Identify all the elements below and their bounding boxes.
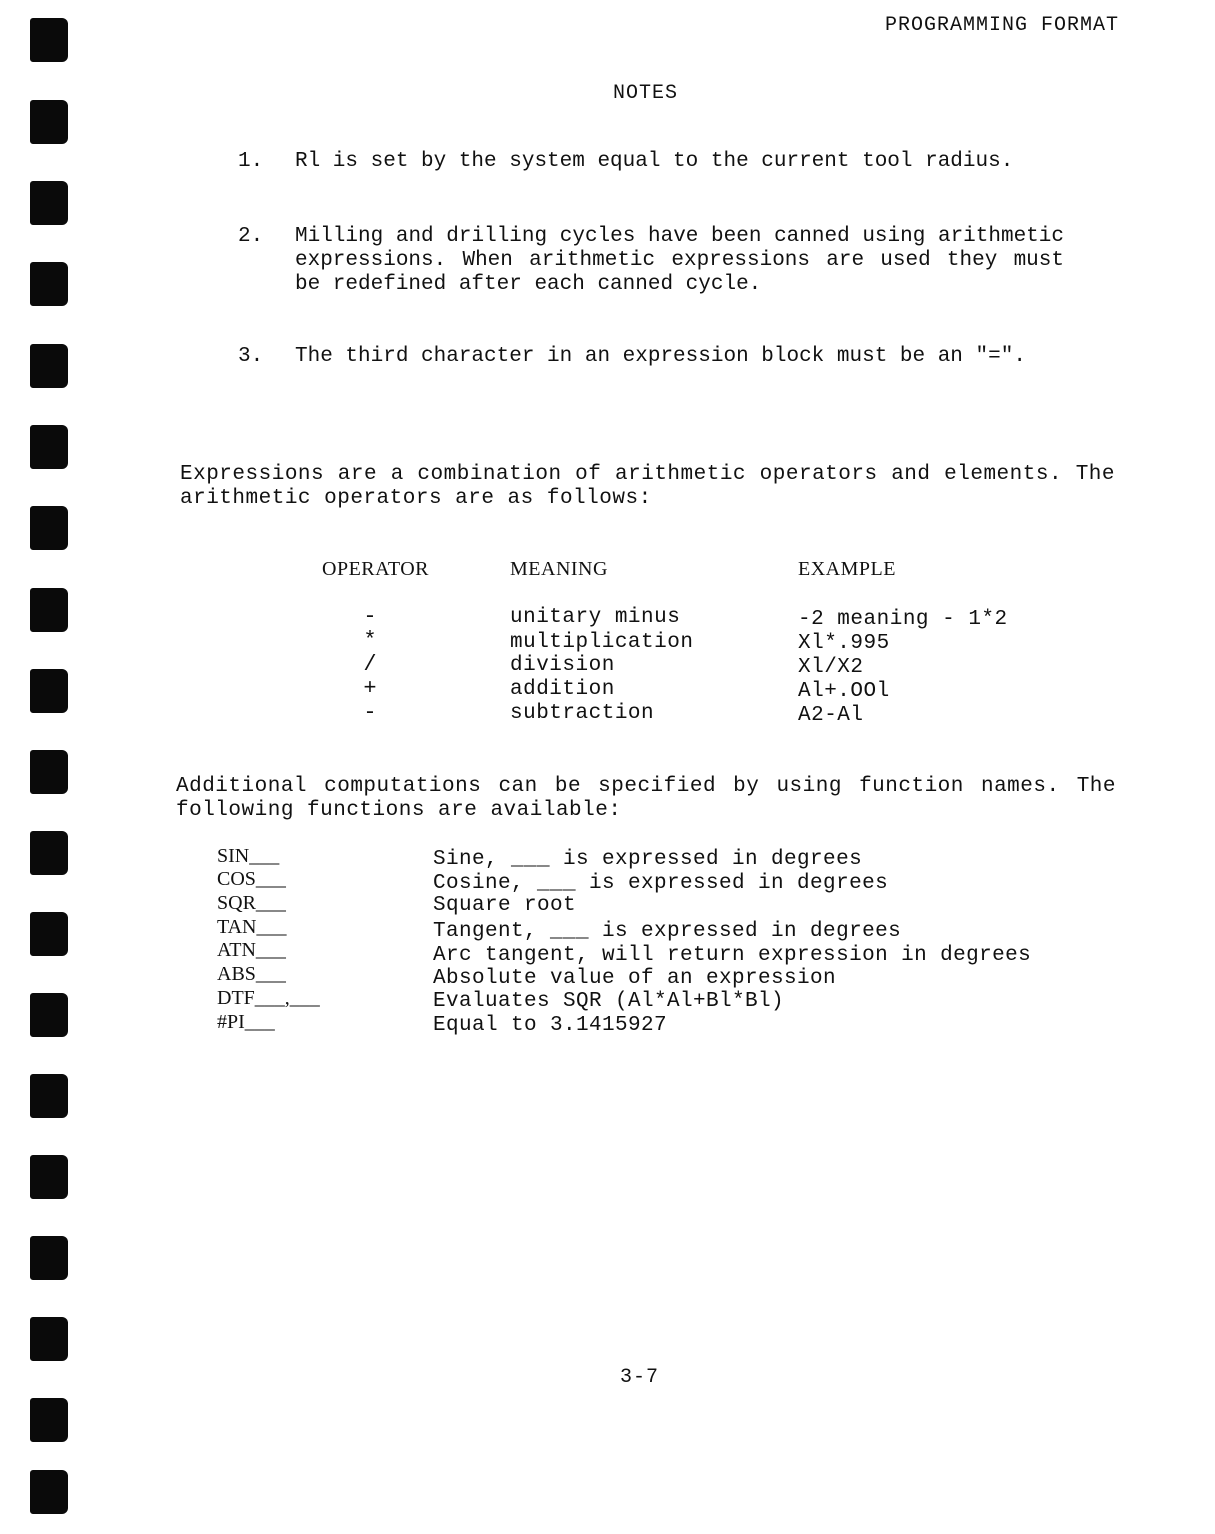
note-number: 1. bbox=[238, 150, 264, 173]
function-description: Sine, ___ is expressed in degrees bbox=[433, 848, 863, 871]
operator-example: -2 meaning - 1*2 bbox=[798, 608, 1008, 631]
binding-hole bbox=[30, 100, 68, 144]
function-description: Cosine, ___ is expressed in degrees bbox=[433, 872, 889, 895]
binding-hole bbox=[30, 262, 68, 306]
binding-hole bbox=[30, 831, 68, 875]
function-description: Tangent, ___ is expressed in degrees bbox=[433, 920, 902, 943]
binding-hole bbox=[30, 669, 68, 713]
operator-example: A2-Al bbox=[798, 704, 864, 727]
binding-hole bbox=[30, 181, 68, 225]
operator-example: Xl*.995 bbox=[798, 632, 890, 655]
operator-symbol: / bbox=[363, 652, 377, 677]
binding-hole bbox=[30, 1317, 68, 1361]
binding-hole bbox=[30, 1074, 68, 1118]
function-name: TAN___ bbox=[217, 916, 287, 938]
note-item bbox=[238, 225, 1064, 297]
expressions-paragraph: Expressions are a combination of arithmetic operators and elements. The arithmetic operators are as follows: bbox=[180, 463, 1115, 510]
function-name: ABS___ bbox=[217, 963, 286, 985]
function-description: Equal to 3.1415927 bbox=[433, 1014, 668, 1037]
operator-meaning: division bbox=[510, 654, 615, 677]
binding-holes bbox=[0, 0, 80, 1534]
function-name: COS___ bbox=[217, 868, 286, 890]
function-name: SIN___ bbox=[217, 845, 280, 867]
function-name: #PI___ bbox=[217, 1011, 275, 1033]
function-name: ATN___ bbox=[217, 939, 286, 961]
function-description: Square root bbox=[433, 894, 577, 917]
meaning-column-header: MEANING bbox=[510, 558, 608, 580]
binding-hole bbox=[30, 1470, 68, 1514]
binding-hole bbox=[30, 425, 68, 469]
binding-hole bbox=[30, 588, 68, 632]
operator-meaning: addition bbox=[510, 678, 615, 701]
function-name: DTF___,___ bbox=[217, 987, 320, 1009]
binding-hole bbox=[30, 1398, 68, 1442]
binding-hole bbox=[30, 912, 68, 956]
operator-meaning: multiplication bbox=[510, 631, 694, 654]
function-description: Arc tangent, will return expression in degrees bbox=[433, 944, 1032, 967]
binding-hole bbox=[30, 506, 68, 550]
binding-hole bbox=[30, 993, 68, 1037]
page-number: 3-7 bbox=[620, 1366, 660, 1389]
binding-hole bbox=[30, 1236, 68, 1280]
notes-heading: NOTES bbox=[613, 82, 679, 105]
function-name: SQR___ bbox=[217, 892, 286, 914]
operator-example: Al+.OOl bbox=[798, 680, 890, 703]
function-description: Absolute value of an expression bbox=[433, 967, 837, 990]
operator-symbol: - bbox=[363, 700, 377, 725]
operator-symbol: - bbox=[363, 604, 377, 629]
operator-symbol: * bbox=[363, 628, 377, 653]
operator-symbol: + bbox=[363, 676, 377, 701]
note-number: 3. bbox=[238, 345, 264, 368]
operator-example: Xl/X2 bbox=[798, 656, 864, 679]
note-text: The third character in an expression block must be an "=". bbox=[295, 345, 1026, 368]
note-text: Rl is set by the system equal to the current tool radius. bbox=[295, 150, 1014, 173]
operator-meaning: subtraction bbox=[510, 702, 655, 725]
operator-meaning: unitary minus bbox=[510, 606, 681, 629]
binding-hole bbox=[30, 344, 68, 388]
binding-hole bbox=[30, 18, 68, 62]
page-header-title: PROGRAMMING FORMAT bbox=[884, 14, 1119, 37]
note-item bbox=[238, 150, 1064, 174]
example-column-header: EXAMPLE bbox=[798, 558, 896, 580]
binding-hole bbox=[30, 750, 68, 794]
binding-hole bbox=[30, 1155, 68, 1199]
note-number: 2. bbox=[238, 225, 264, 248]
functions-paragraph: Additional computations can be specified by using function names. The following functions are available: bbox=[176, 775, 1116, 822]
note-item bbox=[238, 345, 1064, 369]
function-description: Evaluates SQR (Al*Al+Bl*Bl) bbox=[433, 990, 785, 1013]
operator-column-header: OPERATOR bbox=[322, 558, 429, 580]
note-text: Milling and drilling cycles have been canned using arithmetic expressions. When arithmetic expressions are used they must be redefined after each canned cycle. bbox=[295, 225, 1064, 296]
